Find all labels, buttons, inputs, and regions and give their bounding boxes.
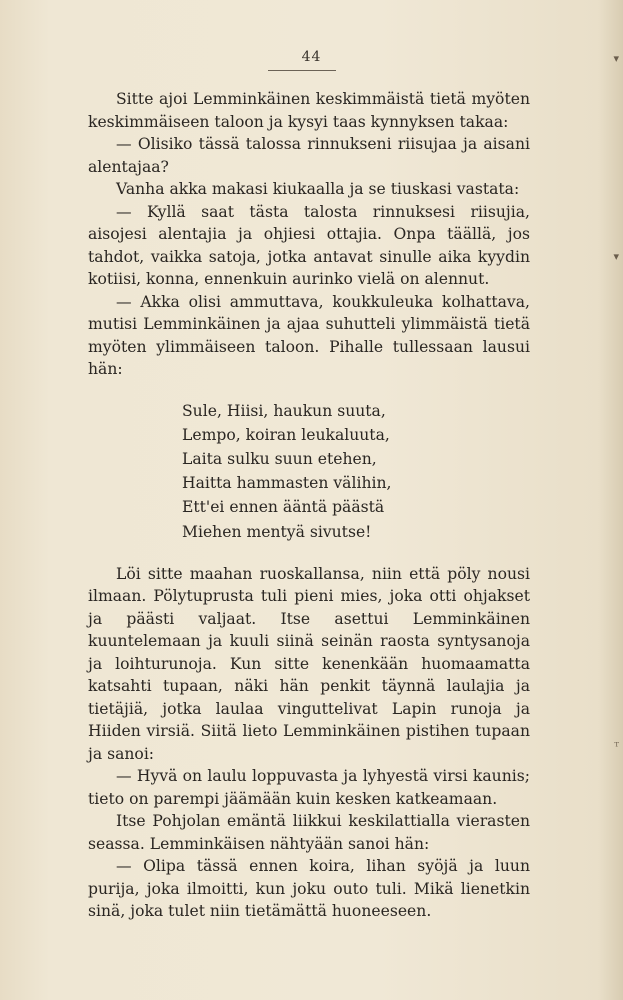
poem [182, 399, 530, 544]
page-number: 44 [301, 49, 322, 65]
paragraph: Sitte ajoi Lemminkäinen keskimmäistä tietä myöten keskimmäiseen taloon ja kysyi taas kynnyksen takaa: [88, 90, 530, 131]
page-body [88, 88, 530, 923]
margin-speck: ▾ [613, 52, 619, 65]
paragraph: Löi sitte maahan ruoskallansa, niin että pöly nousi ilmaan. Pölytuprusta tuli pieni mies, joka otti ohjakset ja päästi valjaat. Itse asettui Lemminkäinen kuuntelemaan ja kuuli siinä seinän raosta syntysanoja ja loihturunoja. Kun sitte kenenkään huomaamatta katsahti tupaan, näki hän penkit täynnä laulajia ja tietäjiä, jotka laulaa vinguttelivat Lapin runoja ja Hiiden virsiä. Siitä lieto Lemminkäinen pistihen tupaan ja sanoi: [88, 564, 530, 763]
page-header [0, 46, 623, 65]
poem-line: Haitta hammasten välihin, [182, 474, 392, 493]
poem-line: Sule, Hiisi, haukun suuta, [182, 401, 386, 420]
poem-line: Miehen mentyä sivutse! [182, 522, 372, 541]
paragraph: Vanha akka makasi kiukaalla ja se tiuskasi vastata: [116, 180, 520, 198]
paragraph: — Hyvä on laulu loppuvasta ja lyhyestä virsi kaunis; tieto on parempi jäämään kuin kesken katkeamaan. [88, 767, 530, 808]
margin-speck: ▾ [613, 250, 619, 263]
paragraph: — Akka olisi ammuttava, koukkuleuka kolhattava, mutisi Lemminkäinen ja ajaa suhutteli ylimmäistä tietä myöten ylimmäiseen taloon. Pihalle tullessaan lausui hän: [88, 292, 530, 378]
poem-line: Ett'ei ennen ääntä päästä [182, 498, 385, 517]
poem-line: Laita sulku suun etehen, [182, 449, 377, 468]
poem-line: Lempo, koiran leukaluuta, [182, 425, 390, 444]
paragraph: Itse Pohjolan emäntä liikkui keskilattialla vierasten seassa. Lemminkäisen nähtyään sanoi hän: [88, 812, 530, 853]
paragraph: — Kyllä saat tästa talosta rinnuksesi riisujia, aisojesi alentajia ja ohjiesi ottajia. Onpa täällä, jos tahdot, vaikka satoja, jotka antavat sinulle aika kyydin kotiisi, konna, ennenkuin aurinko vielä on alennut. [88, 202, 530, 288]
margin-speck: ᵀ [614, 740, 619, 753]
paragraph: — Olipa tässä ennen koira, lihan syöjä ja luun purija, joka ilmoitti, kun joku outo tuli. Mikä lienetkin sinä, joka tulet niin tietämättä huoneeseen. [88, 857, 530, 921]
paragraph: — Olisiko tässä talossa rinnukseni riisujaa ja aisani alentajaa? [88, 135, 530, 176]
header-rule [268, 70, 336, 71]
